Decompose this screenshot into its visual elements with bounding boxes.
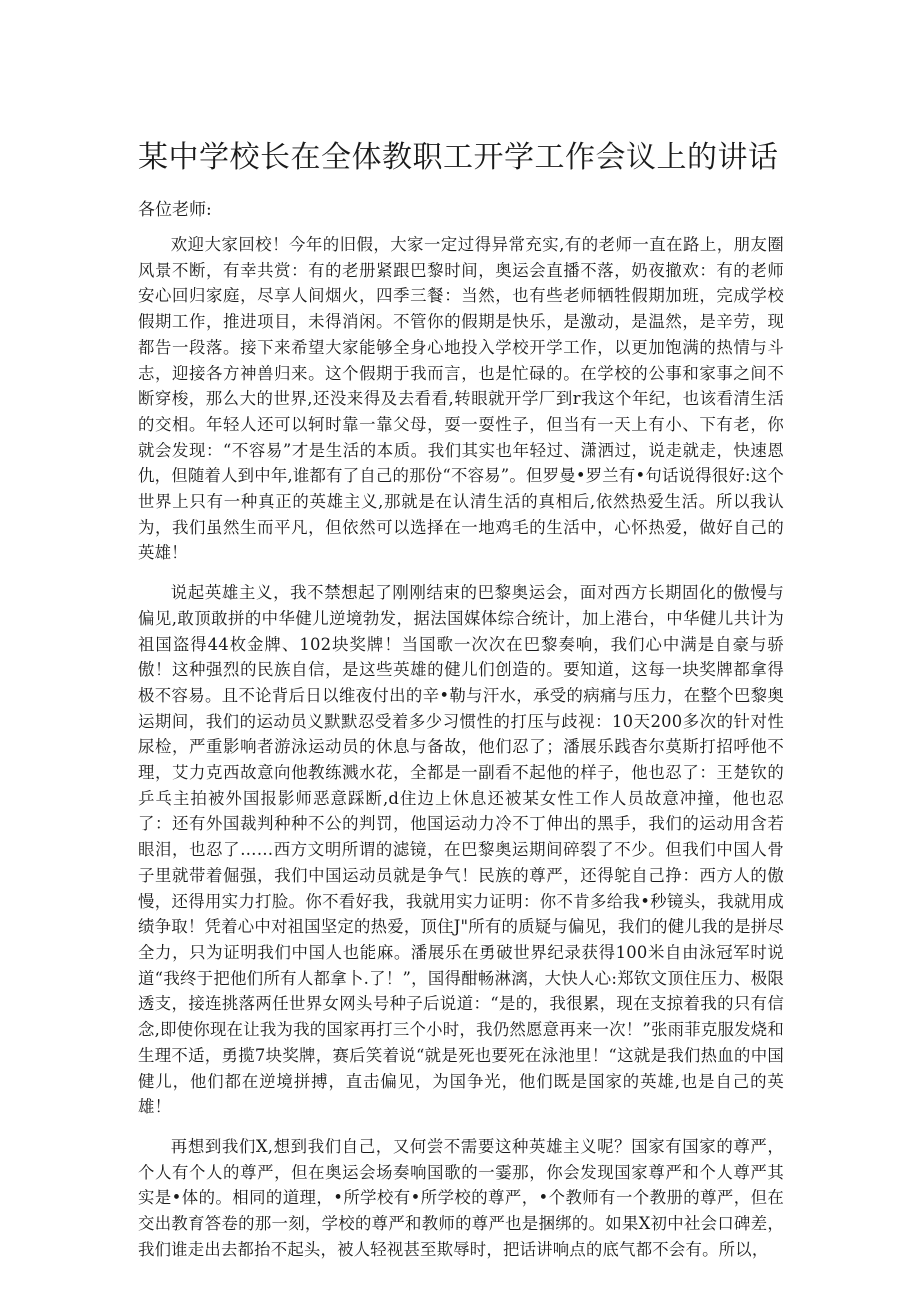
document-body bbox=[138, 232, 784, 1276]
document-title: 某中学校长在全体教职工开学工作会议上的讲话 bbox=[138, 140, 779, 175]
salutation: 各位老师: bbox=[138, 200, 212, 220]
paragraph-heroism-olympics: 说起英雄主义，我不禁想起了刚刚结束的巴黎奥运会，面对西方长期固化的傲慢与偏见,敢顶敢拼的中华健儿逆境勃发，据法国媒体综合统计，加上港台，中华健儿共计为祖国盗得44枚金牌、102块奖牌！当国歌一次次在巴黎奏响，我们心中满是自豪与骄傲！这种强烈的民族自信，是这些英雄的健儿们创造的。要知道，这每一块奖牌都拿得极不容易。且不论背后日以维夜付出的辛•勒与汗水，承受的病痛与压力，在整个巴黎奥运期间，我们的运动员义默默忍受着多少习惯性的打压与歧视：10天200多次的针对性尿检，严重影响者游泳运动员的休息与备故，他们忍了；潘展乐践杳尔莫斯打招呼他不理，艾力克西故意向他教练溅水花，全都是一副看不起他的样子，他也忍了：王楚钦的乒乓主拍被外国报影师恶意踩断,d住边上休息还被某女性工作人员故意冲撞，他也忍了：还有外国裁判种种不公的判罚，他国运动力冷不丁伸出的黑手，我们的运动用含若眼泪，也忍了……西方文明所谓的滤镜，在巴黎奥运期间碎裂了不少。但我们中国人骨子里就带着倔强，我们中国运动员就是争气！民族的尊严，还得鸵自己挣：西方人的傲慢，还得用实力打脸。你不看好我，我就用实力证明：你不肯多给我•秒镜头，我就用成绩争取！凭着心中对祖国坚定的热爱，顶住J"所有的质疑与偏见，我们的健儿我的是拼尽全力，只为证明我们中国人也能麻。潘展乐在勇破世界纪录获得100米自由泳冠军时说道“我终于把他们所有人都拿卜.了！”，国得酣畅淋漓，大快人心:郑钦文顶住压力、极限透支，接连挑落两任世界女网头号种子后说道：“是的，我很累，现在支掠着我的只有信念,即使你现在让我为我的国家再打三个小时，我仍然愿意再来一次！”张雨菲克服发烧和生理不适，勇揽7块奖牌，赛后笑着说“就是死也要死在泳池里！“这就是我们热血的中国健儿，他们都在逆境拼搏，直击偏见，为国争光，他们既是国家的英雄,也是自己的英雄！ bbox=[138, 583, 784, 1117]
paragraph-welcome: 欢迎大家回校！今年的旧假，大家一定过得异常充实,有的老师一直在路上，朋友圈风景不断，有幸共赏：有的老册紧跟巴黎时间，奥运会直播不落，奶夜撤欢：有的老师安心回归家庭，尽享人间烟火，四季三餐：当然，也有些老师牺牲假期加班，完成学校假期工作，推进项目，未得消闲。不管你的假期是快乐，是激动，是温然，是辛劳，现都告一段落。接下来希望大家能够全身心地投入学校开学工作，以更加饱满的热情与斗志，迎接各方神兽归来。这个假期于我而言，也是忙碌的。在学校的公事和家事之间不断穿梭，那么大的世界,还没来得及去看看,转眼就开学厂到r我这个年纪，也该看清生活的交相。年轻人还可以轲时靠一靠父母，耍一耍性子，但当有一天上有小、下有老，你就会发现：“不容易”才是生活的本质。我们其实也年轻过、潇洒过，说走就走，快速恩仇，但随着人到中年,谁都有了自己的那份“不容易”。但罗曼•罗兰有•句话说得很好:这个世界上只有一种真正的英雄主义,那就是在认清生活的真相后,依然热爱生活。所以我认为，我们虽然生而平凡，但依然可以选择在一地鸡毛的生活中，心怀热爱，做好自己的英雄！ bbox=[138, 235, 784, 563]
paragraph-school-dignity: 再想到我们X,想到我们自己，又何尝不需要这种英雄主义呢？国家有国家的尊严，个人有个人的尊严，但在奥运会场奏响国歌的一霎那，你会发现国家尊严和个人尊严其实是•体的。相同的道理，•所学校有•所学校的尊严，•个教师有一个教册的尊严，但在交出教育答卷的那一刻，学校的尊严和教师的尊严也是捆绑的。如果X初中社会口碑差，我们谁走出去都抬不起头，被人轻视甚至欺辱时，把话讲响点的底气都不会有。所以， bbox=[138, 1136, 784, 1259]
